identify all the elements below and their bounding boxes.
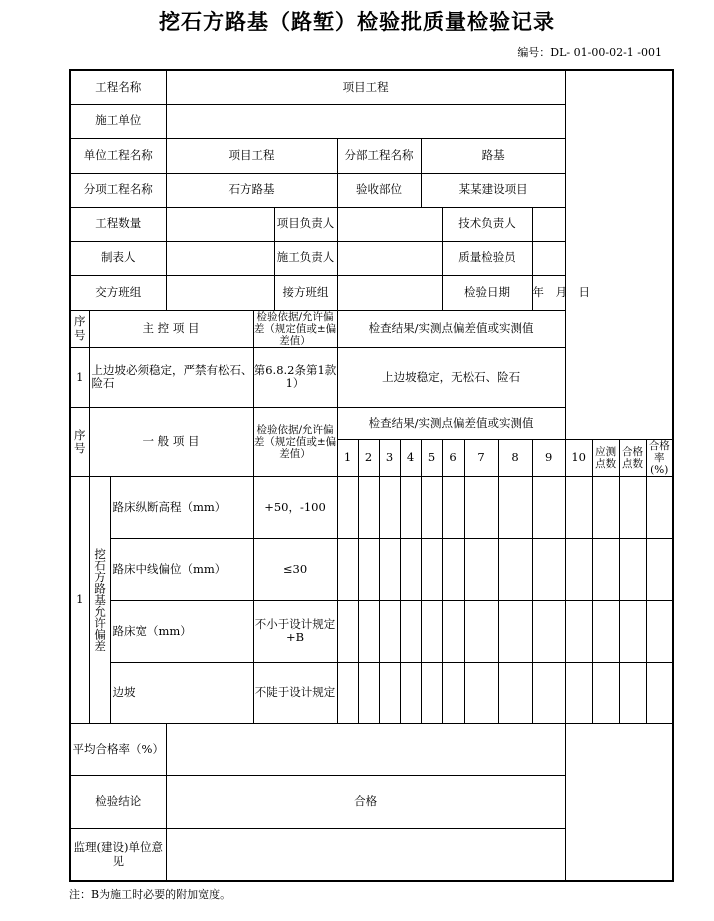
supervision-value[interactable] <box>166 828 565 881</box>
general-row-item: 边坡 <box>110 662 253 723</box>
qualified-label: 合格点数 <box>619 439 646 476</box>
main-item-label: 主 控 项 目 <box>89 310 253 347</box>
division-label: 分部工程名称 <box>337 138 421 173</box>
main-basis-label: 检验依据/允许偏差（规定值或±偏差值） <box>253 310 337 347</box>
tech-manager-label: 技术负责人 <box>442 207 532 241</box>
construction-unit-value[interactable] <box>166 104 565 138</box>
project-name-label: 工程名称 <box>70 70 166 104</box>
inspection-date-value[interactable]: 年 月 日 <box>532 275 565 310</box>
project-name-value[interactable]: 项目工程 <box>166 70 565 104</box>
general-item-label: 一 般 项 目 <box>89 407 253 476</box>
main-row-result[interactable]: 上边坡稳定，无松石、险石 <box>337 347 565 407</box>
handover-label: 交方班组 <box>70 275 166 310</box>
general-row-basis: 不陡于设计规定 <box>253 662 337 723</box>
general-row-basis: 不小于设计规定+B <box>253 600 337 662</box>
point-number: 4 <box>400 439 421 476</box>
sub-item-value[interactable]: 石方路基 <box>166 173 337 207</box>
point-number: 7 <box>464 439 498 476</box>
avg-rate-value[interactable] <box>166 723 565 775</box>
point-number: 5 <box>421 439 442 476</box>
project-manager-label: 项目负责人 <box>274 207 337 241</box>
acceptance-part-value[interactable]: 某某建设项目 <box>421 173 565 207</box>
point-number: 9 <box>532 439 565 476</box>
general-group-seq: 1 <box>70 476 89 723</box>
general-row-item: 路床纵断高程（mm） <box>110 476 253 538</box>
rate-label: 合格率(%) <box>646 439 673 476</box>
inspector-value[interactable] <box>532 241 565 275</box>
point-number: 8 <box>498 439 532 476</box>
inspector-label: 质量检验员 <box>442 241 532 275</box>
general-row-item: 路床宽（mm） <box>110 600 253 662</box>
construction-manager-label: 施工负责人 <box>274 241 337 275</box>
should-measure-label: 应测点数 <box>592 439 619 476</box>
tech-manager-value[interactable] <box>532 207 565 241</box>
sub-item-label: 分项工程名称 <box>70 173 166 207</box>
inspection-date-label: 检验日期 <box>442 275 532 310</box>
construction-manager-value[interactable] <box>337 241 442 275</box>
main-row-item: 上边坡必须稳定，严禁有松石、险石 <box>89 347 253 407</box>
conclusion-label: 检验结论 <box>70 775 166 828</box>
construction-unit-label: 施工单位 <box>70 104 166 138</box>
quantity-value[interactable] <box>166 207 274 241</box>
general-row-basis: +50，-100 <box>253 476 337 538</box>
main-row-seq: 1 <box>70 347 89 407</box>
main-result-label: 检查结果/实测点偏差值或实测值 <box>337 310 565 347</box>
general-basis-label: 检验依据/允许偏差（规定值或±偏差值） <box>253 407 337 476</box>
receiver-value[interactable] <box>337 275 442 310</box>
footnote: 注：B为施工时必要的附加宽度。 <box>69 888 232 901</box>
point-number: 3 <box>379 439 400 476</box>
acceptance-part-label: 验收部位 <box>337 173 421 207</box>
division-value[interactable]: 路基 <box>421 138 565 173</box>
supervision-label: 监理(建设)单位意见 <box>70 828 166 881</box>
quantity-label: 工程数量 <box>70 207 166 241</box>
document-code: 编号：DL- 01-00-02-1 -001 <box>517 46 662 59</box>
general-group-label: 挖石方路基允许偏差 <box>89 476 110 723</box>
unit-project-value[interactable]: 项目工程 <box>166 138 337 173</box>
maker-value[interactable] <box>166 241 274 275</box>
handover-value[interactable] <box>166 275 274 310</box>
document-title: 挖石方路基（路堑）检验批质量检验记录 <box>159 10 555 34</box>
project-manager-value[interactable] <box>337 207 442 241</box>
general-row-basis: ≤30 <box>253 538 337 600</box>
main-seq-label: 序号 <box>70 310 89 347</box>
conclusion-value[interactable]: 合格 <box>166 775 565 828</box>
point-number: 10 <box>565 439 592 476</box>
inspection-record-table <box>69 69 674 882</box>
general-seq-label: 序号 <box>70 407 89 476</box>
general-row-item: 路床中线偏位（mm） <box>110 538 253 600</box>
unit-project-label: 单位工程名称 <box>70 138 166 173</box>
point-number: 1 <box>337 439 358 476</box>
point-number: 6 <box>442 439 464 476</box>
main-row-basis: 第6.8.2条第1款1） <box>253 347 337 407</box>
general-result-label: 检查结果/实测点偏差值或实测值 <box>337 407 565 439</box>
point-number: 2 <box>358 439 379 476</box>
receiver-label: 接方班组 <box>274 275 337 310</box>
avg-rate-label: 平均合格率（%） <box>70 723 166 775</box>
maker-label: 制表人 <box>70 241 166 275</box>
